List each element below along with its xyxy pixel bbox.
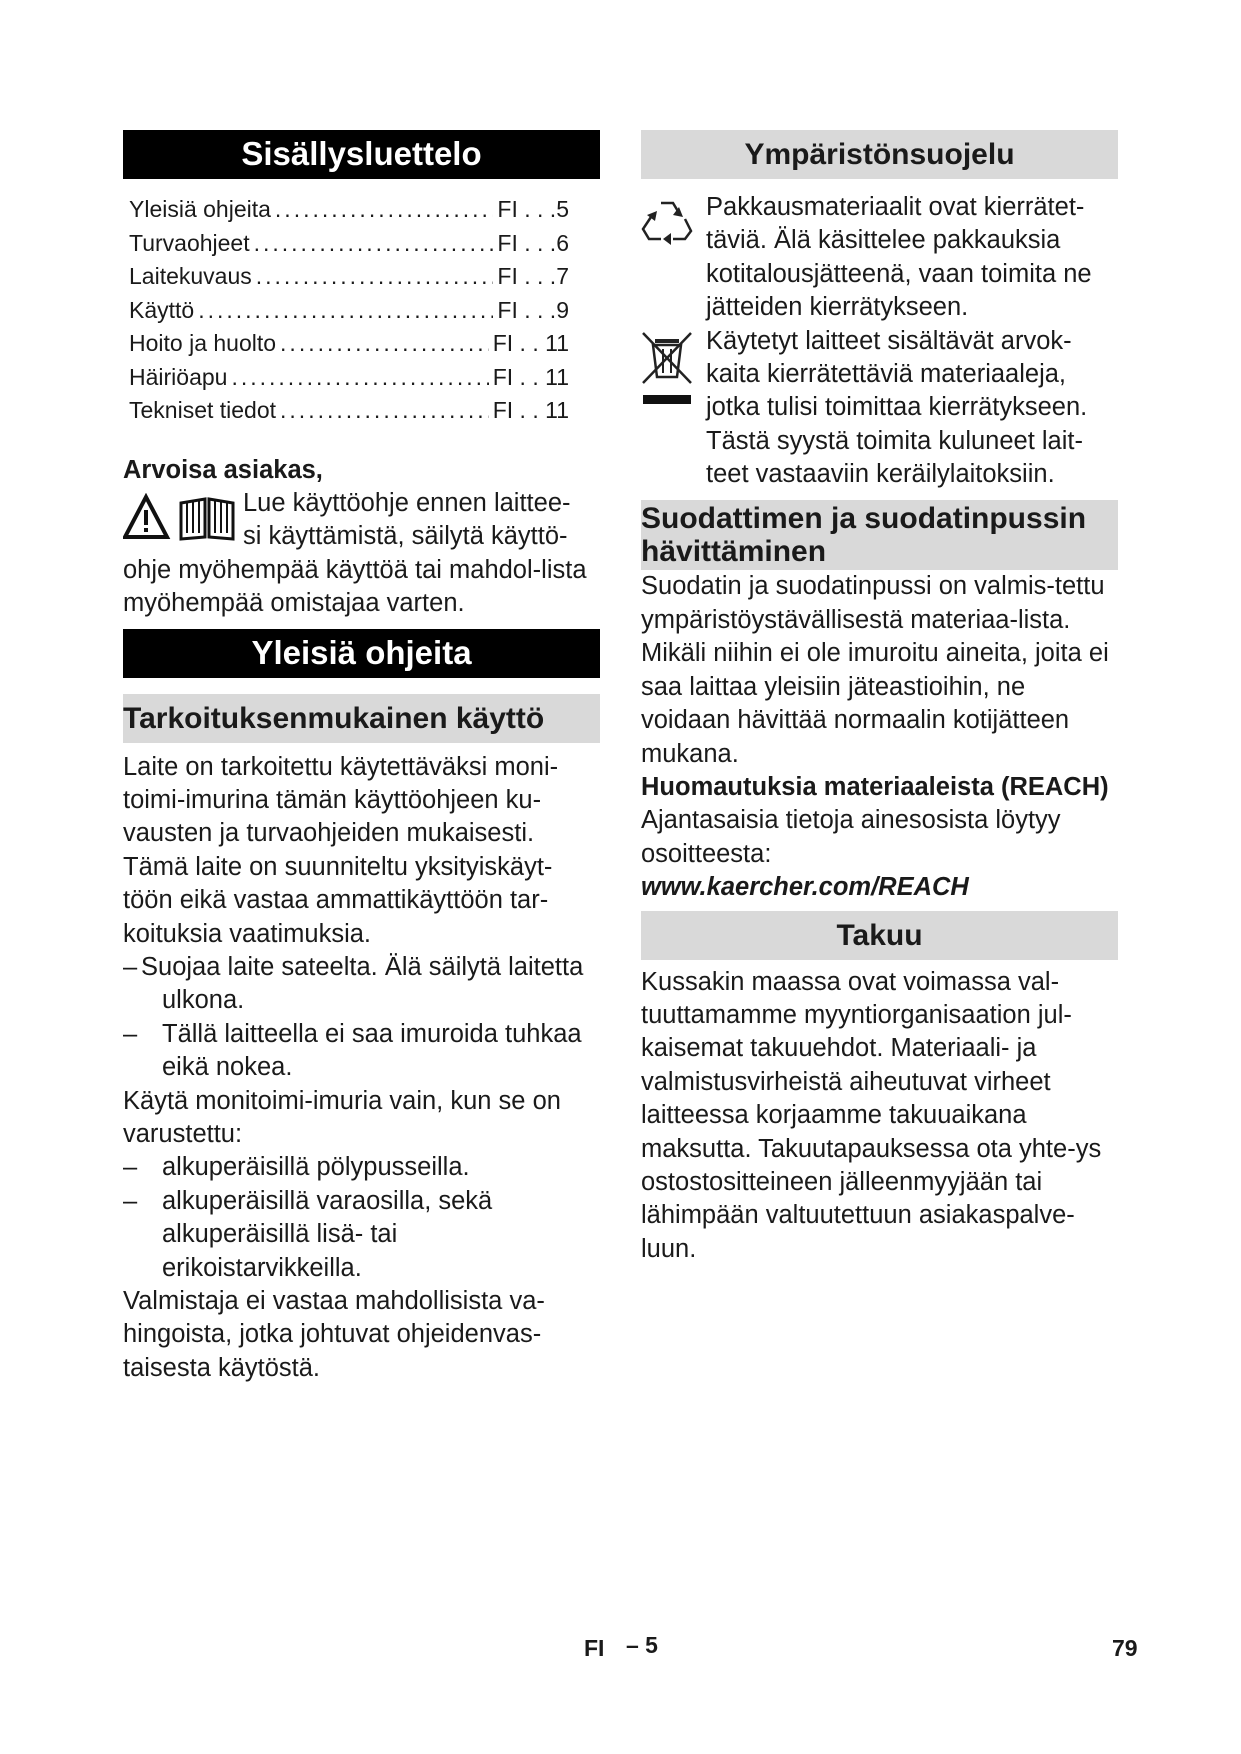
list-item: – alkuperäisillä varaosilla, sekä alkuperäisillä lisä- tai erikoistarvikkeilla.: [123, 1186, 493, 1282]
toc-item[interactable]: Laitekuvaus ..... FI . . .7: [129, 260, 569, 294]
greeting: Arvoisa asiakas,: [123, 455, 323, 484]
toc-item[interactable]: Häiriöapu ..... FI . . 11: [129, 361, 569, 395]
env-packaging: [641, 191, 1118, 325]
reach-link[interactable]: www.kaercher.com/REACH: [641, 873, 969, 902]
intro-line: si käyttämistä, säilytä käyttö-: [243, 522, 568, 551]
intro-icons: [123, 493, 233, 548]
intro-rest: ohje myöhempää käyttöä tai mahdol-lista myöhempää omistajaa varten.: [123, 555, 587, 618]
crossed-bin-icon: [641, 329, 693, 409]
intro-line: Lue käyttöohje ennen laittee-: [243, 488, 571, 517]
env-devices: [641, 325, 1118, 492]
right-column: [641, 130, 1118, 1266]
intro-block: [123, 487, 600, 554]
warranty-heading: Takuu: [641, 911, 1118, 960]
env-paragraph-1: Pakkausmateriaalit ovat kierrätet-täviä. Älä käsittelee pakkauksia kotitalousjätteenä, vaan toimita ne jätteiden kierrätykseen.: [706, 193, 1092, 322]
table-of-contents: [129, 193, 600, 428]
filter-paragraph-1: Suodatin ja suodatinpussi on valmis-tettu ympäristöystävällisestä materiaa-lista.: [641, 572, 1105, 634]
list-item: – Suojaa laite sateelta. Älä säilytä laitetta ulkona.: [123, 952, 584, 1015]
footer-local-page: – 5: [626, 1632, 658, 1658]
warranty-paragraph: Kussakin maassa ovat voimassa val-tuuttamamme myyntiorganisaation jul-kaisemat takuuehdot. Materiaali- ja valmistusvirheistä aiheutuvat virheet laitteessa korjaamme takuuaikana maksutta. Takuutapauksessa ota yhte-ys ostostositteineen jälleenmyyjään tai lähimpään valtuutettuun asiakaspalve-luun.: [641, 967, 1102, 1263]
toc-item[interactable]: Käyttö ..... FI . . .9: [129, 294, 569, 328]
reach-paragraph: Ajantasaisia tietoja ainesosista löytyy osoitteesta:: [641, 806, 1061, 868]
toc-heading: Sisällysluettelo: [123, 130, 600, 179]
footer-language: FI: [584, 1635, 605, 1661]
list-item: – Tällä laitteella ei saa imuroida tuhkaa eikä nokea.: [123, 1019, 582, 1082]
env-heading: Ympäristönsuojelu: [641, 130, 1118, 179]
list-item: – alkuperäisillä pölypusseilla.: [123, 1153, 470, 1182]
reach-heading: Huomautuksia materiaaleista (REACH): [641, 772, 1109, 801]
toc-item[interactable]: Turvaohjeet ..... FI . . .6: [129, 227, 569, 261]
env-paragraph-2: Käytetyt laitteet sisältävät arvok-kaita kierrätettäviä materiaaleja, jotka tulisi toimittaa kierrätykseen. Tästä syystä toimita kuluneet lait-teet vastaaviin keräilylaitoksiin.: [706, 326, 1088, 489]
manual-book-icon: [177, 493, 237, 543]
left-column: [123, 130, 600, 1385]
use-heading: Tarkoituksenmukainen käyttö: [123, 694, 600, 743]
general-heading: Yleisiä ohjeita: [123, 629, 600, 678]
footer-page-number: 79: [1112, 1635, 1138, 1661]
toc-item[interactable]: Yleisiä ohjeita ..... FI . . .5: [129, 193, 569, 227]
toc-item[interactable]: Hoito ja huolto ..... FI . . 11: [129, 327, 569, 361]
filter-heading: Suodattimen ja suodatinpussin hävittäminen: [641, 500, 1118, 571]
use-paragraph-1: Laite on tarkoitettu käytettäväksi moni-toimi-imurina tämän käyttöohjeen ku-vausten ja turvaohjeiden mukaisesti. Tämä laite on suunniteltu yksityiskäyt-töön eikä vastaa ammattikäyttöön tar-koituksia vaatimuksia.: [123, 752, 559, 948]
toc-item[interactable]: Tekniset tiedot ..... FI . . 11: [129, 394, 569, 428]
use-paragraph-3: Valmistaja ei vastaa mahdollisista va-hingoista, jotka johtuvat ohjeidenvas-taisesta käytöstä.: [123, 1287, 545, 1382]
use-paragraph-2: Käytä monitoimi-imuria vain, kun se on varustettu:: [123, 1086, 561, 1148]
filter-paragraph-2: Mikäli niihin ei ole imuroitu aineita, joita ei saa laittaa yleisiin jäteastioihin, ne voidaan hävittää normaalin kotijätteen mukana.: [641, 639, 1109, 768]
recycle-icon: [641, 197, 693, 245]
